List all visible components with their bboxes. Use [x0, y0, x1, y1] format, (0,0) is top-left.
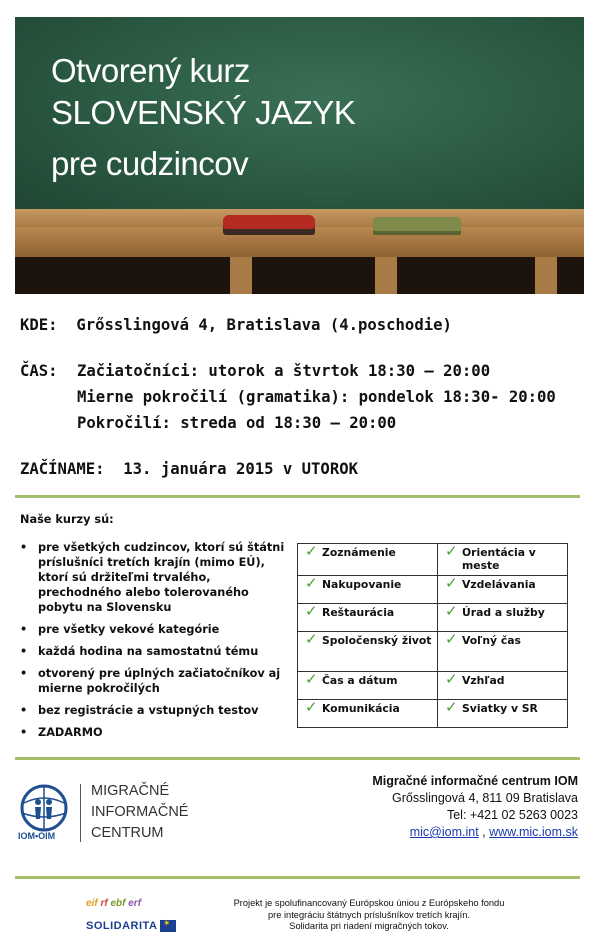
contact-address: Grősslingová 4, 811 09 Bratislava [392, 791, 578, 805]
topic-cell: ✓ Vzhľad [438, 672, 568, 700]
banner-title-line-3: pre cudzincov [51, 145, 249, 182]
topic-cell: ✓ Vzdelávania [438, 576, 568, 604]
table-row [298, 604, 568, 632]
time-beginners: Začiatočníci: utorok a štvrtok 18:30 – 20:00 [77, 362, 491, 380]
time-label: ČAS: [20, 362, 58, 380]
checkmark-icon: ✓ [445, 542, 458, 560]
logo-separator [80, 784, 81, 842]
topic-cell: ✓ Zoznámenie [298, 544, 438, 576]
desk-leg [375, 257, 397, 294]
divider [15, 757, 580, 760]
checkmark-icon: ✓ [305, 542, 318, 560]
checkmark-icon: ✓ [445, 670, 458, 688]
topic-cell: ✓ Orientácia v meste [438, 544, 568, 576]
banner-title-line-1: Otvorený kurz [51, 52, 250, 89]
website-link[interactable]: www.mic.iom.sk [489, 825, 578, 839]
desk-shadow [15, 257, 584, 294]
start-value: 13. januára 2015 v UTOROK [123, 460, 358, 478]
mic-logo-line-3: CENTRUM [91, 825, 164, 841]
banner-title-line-2: SLOVENSKÝ JAZYK [51, 94, 356, 131]
topic-cell: ✓ Nakupovanie [298, 576, 438, 604]
courses-list [20, 540, 295, 747]
fund-mark: erf [128, 898, 142, 909]
topic-cell: ✓ Voľný čas [438, 632, 568, 672]
contact-name: Migračné informačné centrum IOM [372, 774, 578, 788]
checkmark-icon: ✓ [445, 698, 458, 716]
iom-emblem-icon [14, 783, 74, 833]
checkmark-icon: ✓ [305, 574, 318, 592]
checkmark-icon: ✓ [305, 602, 318, 620]
topic-cell: ✓ Komunikácia [298, 700, 438, 728]
chalkboard-banner [15, 17, 584, 294]
green-eraser-image [373, 217, 461, 235]
checkmark-icon: ✓ [445, 630, 458, 648]
topic-cell: ✓ Reštaurácia [298, 604, 438, 632]
link-separator: , [478, 825, 490, 839]
contact-block [372, 773, 578, 841]
desk-leg [230, 257, 252, 294]
checkmark-icon: ✓ [445, 602, 458, 620]
checkmark-icon: ✓ [305, 630, 318, 648]
table-row [298, 544, 568, 576]
email-link[interactable]: mic@iom.int [409, 825, 479, 839]
fund-mark: rf [100, 898, 108, 909]
time-intermediate: Mierne pokročilí (gramatika): pondelok 18:30- 20:00 [77, 388, 556, 406]
topics-table [297, 543, 568, 728]
divider [15, 495, 580, 498]
checkmark-icon: ✓ [305, 670, 318, 688]
iom-logo [14, 783, 74, 845]
table-row [298, 700, 568, 728]
mic-logo-line-2: INFORMAČNÉ [91, 804, 189, 820]
mic-logo-line-1: MIGRAČNÉ [91, 783, 170, 799]
topic-cell: ✓ Spoločenský život [298, 632, 438, 672]
solidarita-label: SOLIDARITA [86, 920, 158, 932]
project-note [214, 898, 524, 933]
project-line-1: Projekt je spolufinancovaný Európskou úniou z Európskeho fondu [233, 898, 505, 908]
list-item: • ZADARMO [20, 725, 295, 740]
list-item: • každá hodina na samostatnú tému [20, 644, 295, 659]
list-item: • otvorený pre úplných začiatočníkov aj mierne pokročilých [20, 666, 295, 696]
fund-mark: ebf [110, 898, 126, 909]
topic-cell: ✓ Sviatky v SR [438, 700, 568, 728]
location-row [20, 316, 452, 334]
topic-cell: ✓ Čas a dátum [298, 672, 438, 700]
list-item: • bez registrácie a vstupných testov [20, 703, 295, 718]
red-eraser-image [223, 215, 315, 235]
table-row [298, 632, 568, 672]
mic-logo-text [91, 781, 188, 844]
iom-logo-text: IOM•OIM [18, 831, 56, 841]
project-line-3: Solidarita pri riadení migračných tokov. [289, 921, 449, 931]
table-row [298, 672, 568, 700]
contact-links [372, 824, 578, 841]
eu-flag-icon: ✶ [160, 920, 176, 932]
solidarita-fund-marks [86, 898, 141, 909]
checkmark-icon: ✓ [445, 574, 458, 592]
list-item: • pre všetkých cudzincov, ktorí sú štátni príslušníci tretích krajín (mimo EÚ), ktorí sú držiteľmi trvalého, prechodného alebo tolerovaného pobytu na Slovensku [20, 540, 295, 615]
list-item: • pre všetky vekové kategórie [20, 622, 295, 637]
desk-leg [535, 257, 557, 294]
fund-mark: eif [86, 898, 98, 909]
divider [15, 876, 580, 879]
checkmark-icon: ✓ [305, 698, 318, 716]
courses-heading: Naše kurzy sú: [20, 513, 114, 526]
solidarita-logo [86, 898, 178, 938]
time-advanced: Pokročilí: streda od 18:30 – 20:00 [77, 414, 397, 432]
project-line-2: pre integráciu štátnych príslušníkov tretích krajín. [267, 909, 471, 920]
start-label: ZAČÍNAME: [20, 460, 105, 478]
location-label: KDE: [20, 316, 58, 334]
topic-cell: ✓ Úrad a služby [438, 604, 568, 632]
location-value: Grősslingová 4, Bratislava (4.poschodie) [76, 316, 452, 334]
start-row [20, 460, 358, 478]
contact-phone: Tel: +421 02 5263 0023 [446, 808, 578, 822]
table-row [298, 576, 568, 604]
